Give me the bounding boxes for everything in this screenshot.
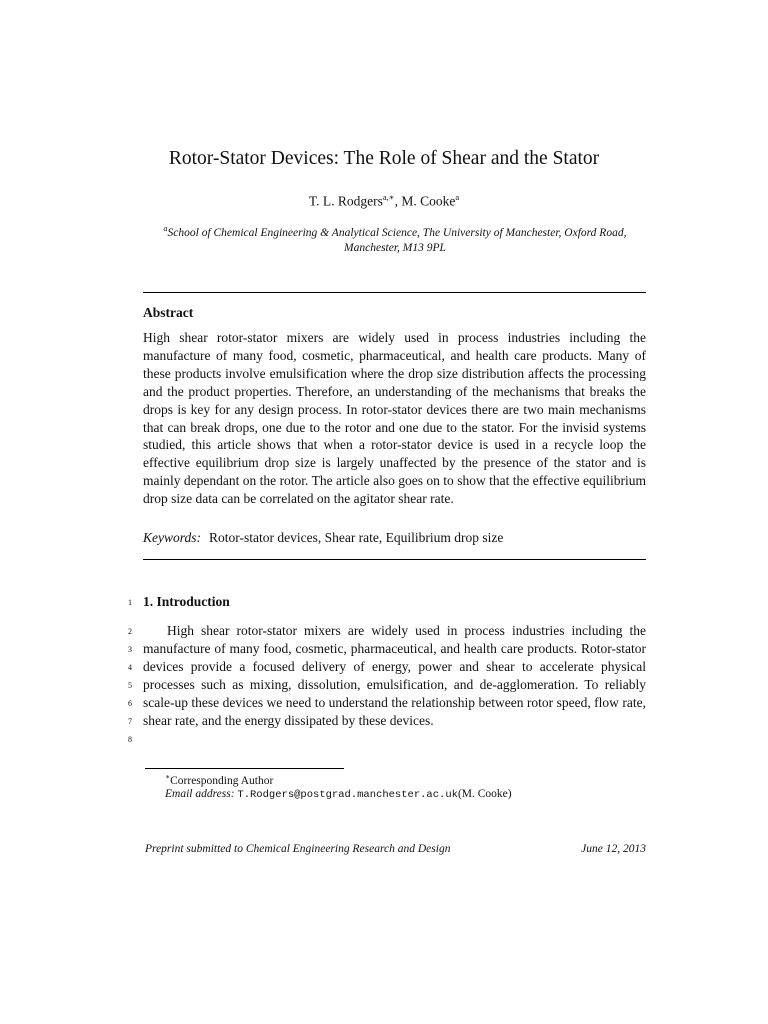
author-name: T. L. Rodgers xyxy=(308,193,383,209)
footnote-corresponding-text: Corresponding Author xyxy=(170,774,274,787)
keywords-label: Keywords: xyxy=(143,530,201,545)
line-number: 3 xyxy=(128,645,132,654)
affiliation xyxy=(145,221,645,256)
footer-date: June 12, 2013 xyxy=(581,843,646,855)
introduction-paragraph: High shear rotor-stator mixers are widely used in process industries including the manufacture of many food, cosmetic, pharmaceutical, and health care products. Rotor-stator devices provide a focused delivery of energy, power and shear to accelerate physical processes such as mixing, dissolution, emulsification, and de-agglomeration. To reliably scale-up these devices we need to understand the relationship between rotor speed, flow rate, shear rate, and the energy dissipated by these devices. xyxy=(143,623,646,728)
author-affiliation-mark: a xyxy=(455,192,460,202)
footnote-corresponding xyxy=(165,772,273,787)
author-list xyxy=(0,192,768,210)
author-affiliation-mark: a,∗ xyxy=(382,192,395,202)
section-heading-introduction: 1. Introduction xyxy=(143,594,230,609)
abstract-top-rule xyxy=(143,292,646,293)
line-number: 1 xyxy=(128,598,132,607)
email-address: T.Rodgers@postgrad.manchester.ac.uk xyxy=(237,789,458,801)
line-number: 8 xyxy=(128,735,132,744)
footer-journal: Preprint submitted to Chemical Engineering Research and Design xyxy=(145,843,451,855)
keywords xyxy=(143,530,503,546)
line-number: 7 xyxy=(128,717,132,726)
keywords-text: Rotor-stator devices, Shear rate, Equilibrium drop size xyxy=(209,530,504,545)
footnote-rule xyxy=(145,768,344,769)
affiliation-mark: a xyxy=(163,224,168,233)
line-number: 5 xyxy=(128,681,132,690)
email-label: Email address: xyxy=(165,788,235,800)
affiliation-text: School of Chemical Engineering & Analytical Science, The University of Manchester, Oxford Road, Manchester, M13 9PL xyxy=(167,226,627,254)
abstract-heading: Abstract xyxy=(143,305,194,320)
abstract-bottom-rule xyxy=(143,559,646,560)
author-separator: , xyxy=(394,193,402,209)
line-number: 4 xyxy=(128,663,132,672)
author-name: M. Cooke xyxy=(401,193,456,209)
email-owner: (M. Cooke) xyxy=(457,788,512,800)
line-number: 2 xyxy=(128,627,132,636)
abstract-body: High shear rotor-stator mixers are widely used in process industries including the manufacture of many food, cosmetic, pharmaceutical, and health care products. Many of these products involve emulsification where the drop size distribution affects the processing and the product properties. Therefore, an understanding of the mechanisms that breaks the drops is key for any design process. In rotor-stator devices there are two main mechanisms that can break drops, one due to the rotor and one due to the stator. For the invisid systems studied, this article shows that when a rotor-stator device is used in a recycle loop the effective equilibrium drop size is largely unaffected by the presence of the stator and is mainly dependant on the rotor. The article also goes on to show that the effective equilibrium drop size data can be correlated on the agitator shear rate. xyxy=(143,330,646,507)
line-number: 6 xyxy=(128,699,132,708)
paper-title: Rotor-Stator Devices: The Role of Shear and the Stator xyxy=(168,148,600,169)
footnote-email xyxy=(165,788,512,801)
footnote-mark: ∗ xyxy=(165,772,171,781)
